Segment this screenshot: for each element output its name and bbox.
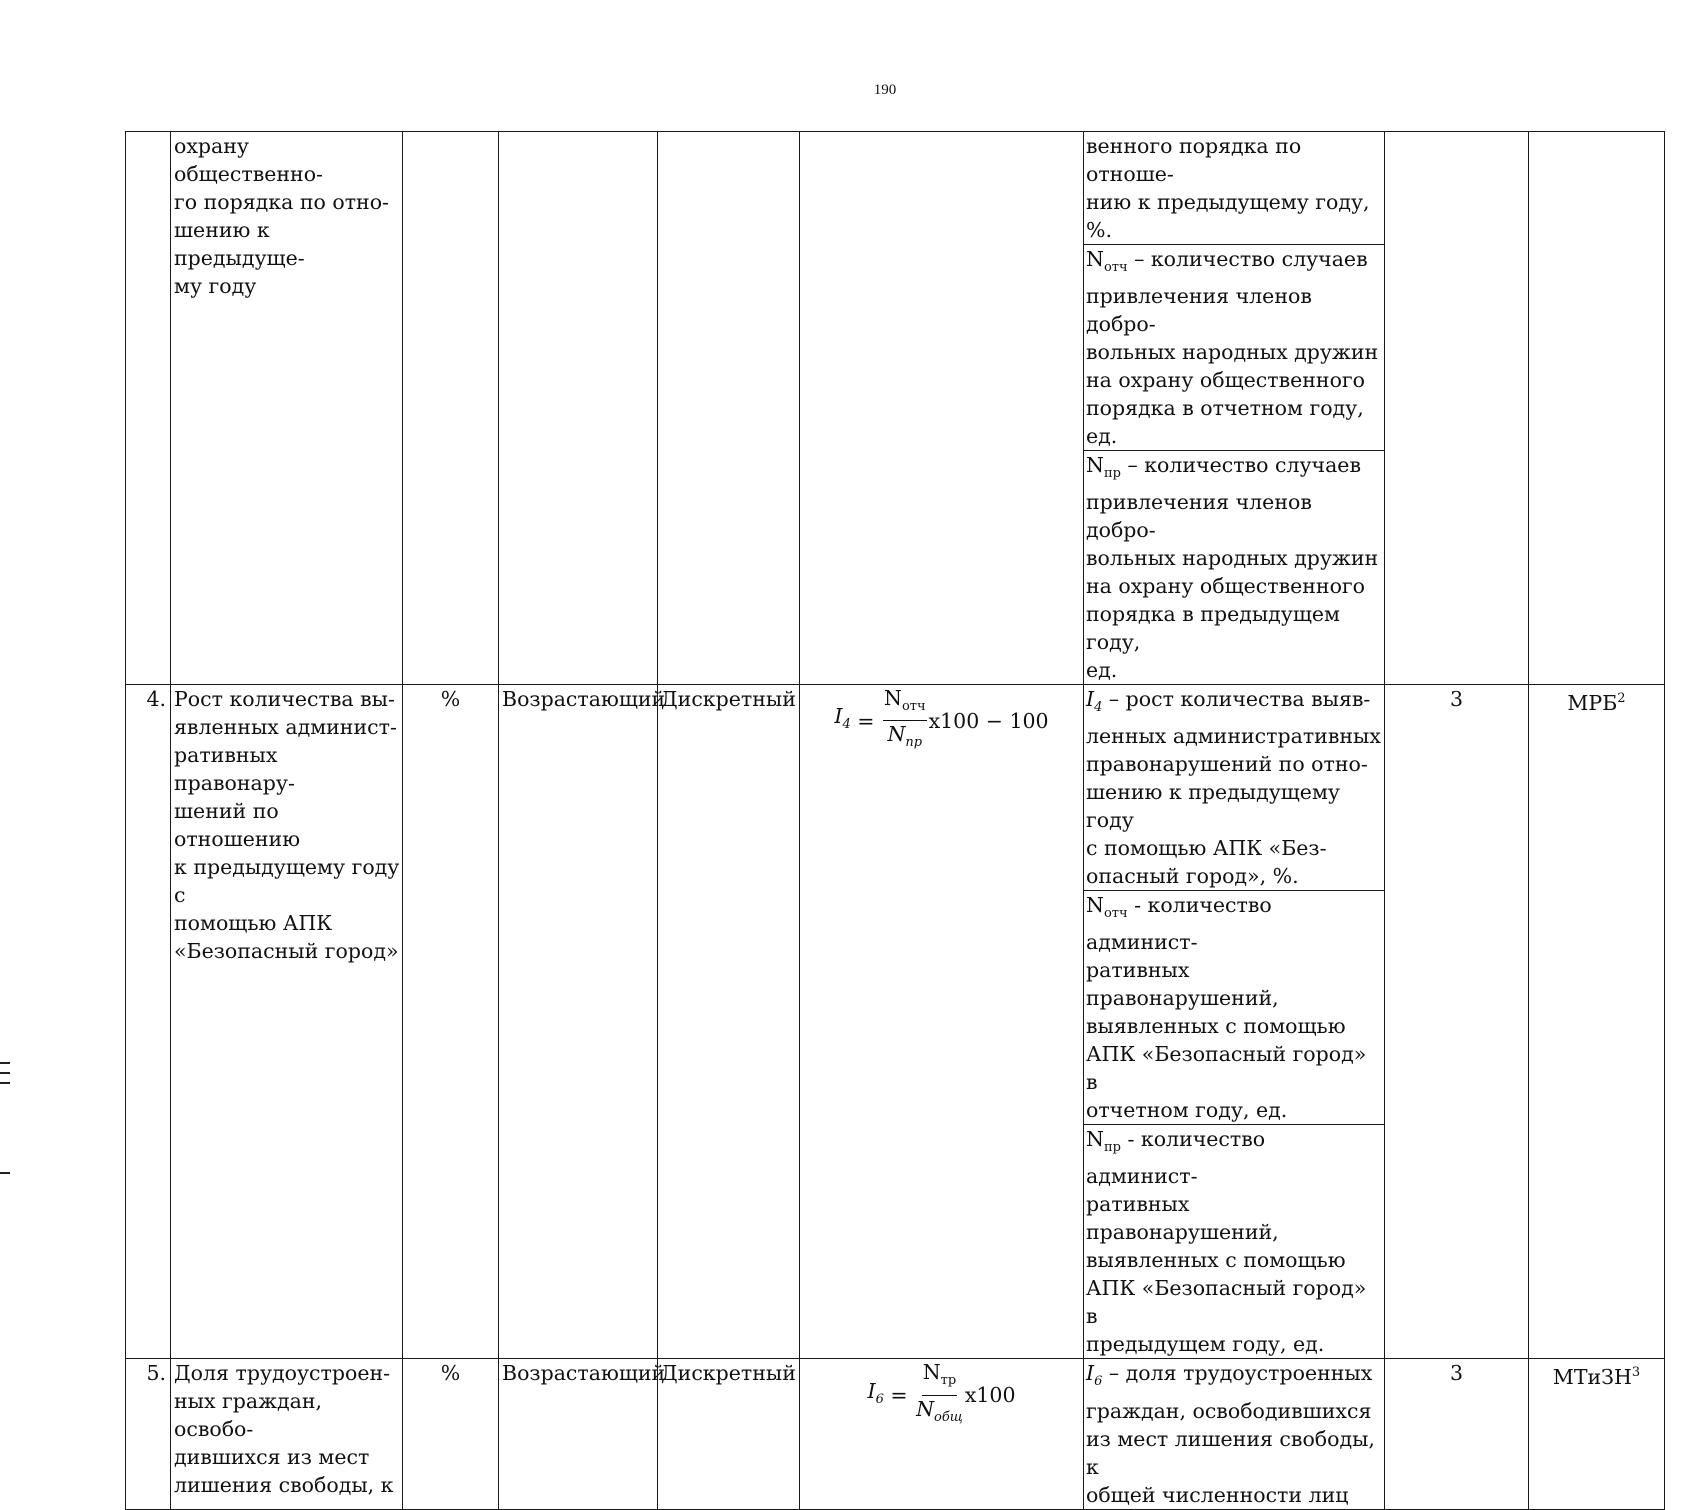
description-line (1086, 1359, 1382, 1396)
indicator-name (171, 1359, 403, 1509)
formula-lhs-sub: 4 (842, 717, 851, 733)
value-cell: 3 (1385, 685, 1529, 1359)
formula-fraction (883, 685, 927, 756)
description-line: на охрану общественного (1086, 368, 1366, 393)
type-cell: Дискретный (658, 685, 800, 1359)
formula-equals: = (850, 708, 881, 733)
margin-mark (0, 1062, 10, 1064)
fraction-denominator: $N_{общ}$ (916, 1396, 963, 1425)
description-line (1086, 451, 1382, 488)
unit-cell (403, 132, 499, 685)
description-line (1086, 891, 1382, 956)
description-line: порядка в отчетном году, ед. (1086, 396, 1364, 449)
description-line: выявленных с помощью (1086, 1248, 1346, 1273)
denominator-sub: пр (905, 735, 923, 751)
description-line (1086, 1125, 1382, 1190)
formula-lhs: $I_6$ (867, 1378, 884, 1407)
description-line: привлечения членов добро- (1086, 284, 1312, 337)
description-line: порядка в предыдущем году, (1086, 602, 1340, 655)
numerator-sub: отч (901, 699, 926, 715)
description-line (1086, 245, 1382, 282)
indicators-table (125, 131, 1665, 1510)
table-row (126, 132, 1665, 685)
description-line: шению к предыдущему году (1086, 780, 1340, 833)
type-cell: Дискретный (658, 1359, 800, 1509)
name-line: ных граждан, освобо- (174, 1389, 323, 1442)
description-line: вольных народных дружин (1086, 546, 1379, 571)
symbol: $I_4$ (1086, 687, 1103, 716)
name-line: охрану общественно- (174, 134, 323, 186)
description-line: на охрану общественного (1086, 574, 1366, 599)
description-block (1084, 451, 1384, 684)
margin-mark (0, 1172, 10, 1174)
symbol: $N_{отч}$ (1086, 247, 1128, 276)
description-block (1084, 245, 1384, 451)
row-number: 4. (126, 685, 171, 1359)
formula-tail: x100 − 100 (928, 708, 1049, 733)
description-line: выявленных с помощью (1086, 1014, 1346, 1039)
row-number (126, 132, 171, 685)
unit-cell: % (403, 685, 499, 1359)
description-line: %. (1086, 218, 1112, 242)
formula-lhs-sub: 6 (875, 1391, 884, 1407)
description-line: ративных правонарушений, (1086, 958, 1279, 1011)
description-line (1086, 132, 1382, 188)
value-cell (1385, 132, 1529, 685)
description-line: отчетном году, ед. (1086, 1098, 1288, 1123)
margin-mark (0, 1072, 10, 1074)
source-cell: МТиЗН$^3$ (1529, 1359, 1665, 1509)
description-text: – рост количества выяв- (1102, 687, 1371, 712)
row-number: 5. (126, 1359, 171, 1509)
description-line: ративных правонарушений, (1086, 1192, 1279, 1245)
description-cell (1084, 1359, 1385, 1509)
name-line: к предыдущему году с (174, 855, 400, 908)
formula-fraction (916, 1359, 963, 1430)
symbol: $I_6$ (1086, 1361, 1103, 1390)
name-line: Доля трудоустроен- (174, 1361, 391, 1386)
description-line: граждан, освободившихся (1086, 1398, 1372, 1423)
name-line: помощью АПК (174, 911, 333, 936)
description-line: ед. (1086, 658, 1118, 683)
description-text: – доля трудоустроенных (1102, 1361, 1373, 1386)
numerator-sub: тр (940, 1373, 957, 1389)
indicator-name (171, 685, 403, 1359)
symbol: $N_{пр}$ (1086, 1127, 1121, 1156)
description-line: правонарушений по отно- (1086, 752, 1368, 777)
symbol: $N_{отч}$ (1086, 893, 1128, 922)
fraction-numerator: $N_{отч}$ (883, 685, 927, 721)
description-line: из мест лишения свободы, к (1086, 1426, 1375, 1479)
table-row (126, 1359, 1665, 1509)
description-line: АПК «Безопасный город» в (1086, 1276, 1367, 1329)
description-text: венного порядка по отноше- (1086, 134, 1302, 186)
name-line: шению к предыдуще- (174, 218, 305, 270)
table-row (126, 685, 1665, 1359)
description-block (1084, 891, 1384, 1125)
name-line: шений по отношению (174, 799, 301, 852)
description-cell (1084, 685, 1385, 1359)
formula-cell (800, 685, 1084, 1359)
source-footnote: 3 (1631, 1365, 1641, 1381)
description-text: – количество случаев (1120, 453, 1361, 478)
denominator-sub: общ (934, 1409, 963, 1425)
description-text: - количество админист- (1086, 893, 1272, 955)
description-line: предыдущем году, ед. (1086, 1332, 1325, 1357)
formula-cell (800, 132, 1084, 685)
description-text: - количество админист- (1086, 1127, 1266, 1189)
formula-equals: = (883, 1383, 915, 1408)
direction-cell: Возрастающий (499, 685, 658, 1359)
symbol-sub: пр (1103, 466, 1121, 482)
symbol-sub: 6 (1094, 1374, 1103, 1390)
source-cell (1529, 132, 1665, 685)
formula (800, 1359, 1083, 1430)
symbol-sub: пр (1103, 1140, 1121, 1156)
indicator-name (171, 132, 403, 685)
description-line: с помощью АПК «Без- (1086, 836, 1327, 861)
name-line: Рост количества вы- (174, 687, 395, 712)
name-line: ративных правонару- (174, 743, 295, 796)
value-cell: 3 (1385, 1359, 1529, 1509)
name-line: «Безопасный город» (174, 939, 399, 964)
fraction-denominator: $N_{пр}$ (887, 722, 923, 751)
symbol-sub: 4 (1094, 700, 1103, 716)
symbol-sub: отч (1103, 260, 1128, 276)
description-line: ленных административных (1086, 724, 1381, 749)
description-text: – количество случаев (1127, 247, 1368, 271)
type-cell (658, 132, 800, 685)
description-block (1084, 132, 1384, 245)
source-footnote: 2 (1617, 691, 1626, 707)
formula-cell (800, 1359, 1084, 1509)
name-line: явленных админист- (174, 715, 397, 740)
description-line: общей численности лиц (1086, 1482, 1349, 1507)
fraction-numerator: $N_{тр}$ (922, 1359, 957, 1395)
description-line: АПК «Безопасный город» в (1086, 1042, 1367, 1095)
description-block (1084, 1125, 1384, 1358)
formula (800, 685, 1083, 756)
source-cell: МРБ$^2$ (1529, 685, 1665, 1359)
description-line: вольных народных дружин (1086, 340, 1379, 365)
unit-cell: % (403, 1359, 499, 1509)
name-line: го порядка по отно- (174, 190, 389, 214)
formula-tail: x100 (964, 1383, 1016, 1408)
direction-cell: Возрастающий (499, 1359, 658, 1509)
description-line: привлечения членов добро- (1086, 490, 1312, 543)
description-block (1084, 685, 1384, 891)
direction-cell (499, 132, 658, 685)
description-block (1084, 1359, 1384, 1508)
description-cell (1084, 132, 1385, 685)
name-line: лишения свободы, к (174, 1473, 394, 1498)
name-line: му году (174, 274, 257, 298)
symbol-sub: отч (1103, 906, 1128, 922)
name-line: дившихся из мест (174, 1445, 370, 1470)
margin-mark (0, 1082, 10, 1084)
page-number: 190 (873, 82, 897, 98)
symbol: $N_{пр}$ (1086, 453, 1121, 482)
description-line: нию к предыдущему году, (1086, 190, 1370, 214)
description-line (1086, 685, 1382, 722)
description-line: опасный город», %. (1086, 864, 1299, 889)
formula-lhs: $I_4$ (834, 704, 851, 733)
